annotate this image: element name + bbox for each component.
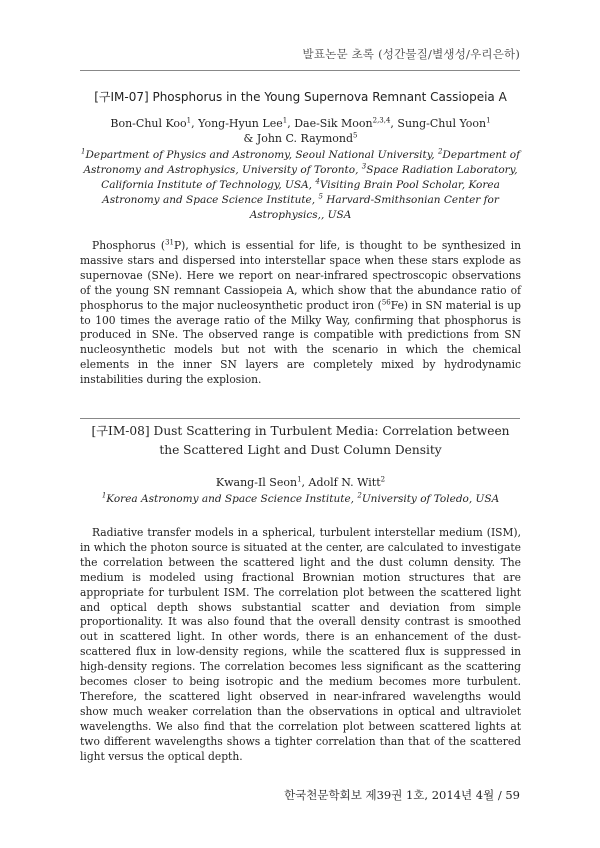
author-affiliation-mark: 1 bbox=[282, 116, 288, 125]
affiliation-text: Space Radiation Laboratory, California Institute of Technology, USA, bbox=[101, 164, 518, 191]
author-affiliation-mark: 1 bbox=[486, 116, 491, 125]
running-head: 발표논문 초록 (성간물질/별생성/우리은하) bbox=[302, 47, 520, 61]
author-name: John C. Raymond bbox=[256, 132, 354, 145]
affiliation-number: 4 bbox=[315, 177, 320, 186]
author-name: Adolf N. Witt bbox=[308, 476, 381, 489]
author-affiliation-mark: 2,3,4 bbox=[372, 116, 391, 125]
isotope-mass-number: 31 bbox=[165, 238, 174, 247]
body-text: Phosphorus ( bbox=[92, 239, 166, 252]
abstract-body bbox=[80, 239, 521, 388]
author-name: Sung-Chul Yoon bbox=[397, 117, 487, 130]
affiliation-number: 2 bbox=[357, 491, 362, 500]
author-affiliation-mark: 1 bbox=[186, 116, 192, 125]
abstract-im-07 bbox=[80, 88, 521, 399]
abstract-title: [구IM-08] Dust Scattering in Turbulent Media: Correlation between the Scattered Light and Dust Column Density bbox=[91, 424, 510, 457]
header-rule bbox=[80, 70, 520, 71]
author-name: Dae-Sik Moon bbox=[294, 117, 373, 130]
affiliation-number: 5 bbox=[318, 192, 323, 201]
affiliation-number: 1 bbox=[81, 147, 86, 156]
page-footer: 한국천문학회보 제39권 1호, 2014년 4월 / 59 bbox=[284, 788, 520, 802]
affiliation-number: 3 bbox=[361, 162, 367, 171]
affiliation-list bbox=[80, 148, 521, 223]
author-list: Kwang-Il Seon$^1$, Adolf N. Witt$^2$ bbox=[215, 475, 386, 489]
abstract-im-08 bbox=[80, 422, 521, 775]
affiliation-text: Korea Astronomy and Space Science Institute, bbox=[106, 493, 358, 505]
author-name: Bon-Chul Koo bbox=[110, 117, 187, 130]
section-separator bbox=[80, 418, 520, 419]
affiliation-text: Visiting Brain Pool Scholar, Korea Astronomy and Space Science Institute, bbox=[102, 179, 500, 206]
isotope-mass-number: 56 bbox=[381, 298, 391, 307]
author-name: Yong-Hyun Lee bbox=[198, 117, 283, 130]
affiliation-number: 1 bbox=[101, 491, 107, 500]
body-text: P), which is essential for life, is thought to be synthesized in massive stars and dispersed into interstellar space when these stars explode as supernovae (SNe). Here we report on near-infrared spectroscopic observations of the young SN remnant Cassiopeia A, which show that the abundance ratio of phosphorus to the major nucleosynthetic product iron ( bbox=[80, 239, 521, 312]
author-name: Kwang-Il Seon bbox=[215, 476, 298, 489]
affiliation-list bbox=[80, 492, 521, 507]
affiliation-text: Department of Physics and Astronomy, Seoul National University, bbox=[85, 149, 438, 161]
author-affiliation-mark: 5 bbox=[353, 131, 358, 140]
affiliation-text: University of Toledo, USA bbox=[361, 493, 500, 505]
affiliation-number: 2 bbox=[437, 147, 443, 156]
author-list: Bon-Chul Koo$^1$, Yong-Hyun Lee$^1$, Dae-Sik Moon$^{2,3,4}$, Sung-Chul Yoon$^1$ & John C. Raymond$^5$ bbox=[110, 116, 491, 145]
abstract-title: [구IM-07] Phosphorus in the Young Supernova Remnant Cassiopeia A bbox=[94, 90, 507, 104]
author-affiliation-mark: 1 bbox=[297, 475, 302, 484]
affiliation-text: Harvard-Smithsonian Center for Astrophysics,, USA bbox=[249, 194, 499, 221]
author-affiliation-mark: 2 bbox=[380, 475, 386, 484]
affiliation-text: Department of Astronomy and Astrophysics, University of Toronto, bbox=[83, 149, 520, 176]
abstract-body: Radiative transfer models in a spherical, turbulent interstellar medium (ISM), in which the photon source is situated at the center, are calculated to investigate the correlation between the scattered light and the dust column density. The medium is modeled using fractional Brownian motion structures that are appropriate for turbulent ISM. The correlation plot between the scattered light and optical depth shows substantial scatter and deviation from simple proportionality. It was also found that the overall density contrast is smoothed out in scattered light. In other words, there is an enhancement of the dust-scattered flux in low-density regions, while the scattered flux is suppressed in high-density regions. The correlation becomes less significant as the scattering becomes closer to being isotropic and the medium becomes more turbulent. Therefore, the scattered light observed in near-infrared wavelengths would show much weaker correlation than the observations in optical and ultraviolet wavelengths. We also find that the correlation plot between scattered lights at two different wavelengths shows a tighter correlation than that of the scattered light versus the optical depth. bbox=[80, 526, 521, 763]
body-text: Fe) in SN material is up to 100 times the average ratio of the Milky Way, confirming that phosphorus is produced in SNe. The observed range is compatible with predictions from SN nucleosynthetic models but not with the scenario in which the chemical elements in the inner SN layers are completely mixed by hydrodynamic instabilities during the explosion. bbox=[80, 298, 521, 387]
